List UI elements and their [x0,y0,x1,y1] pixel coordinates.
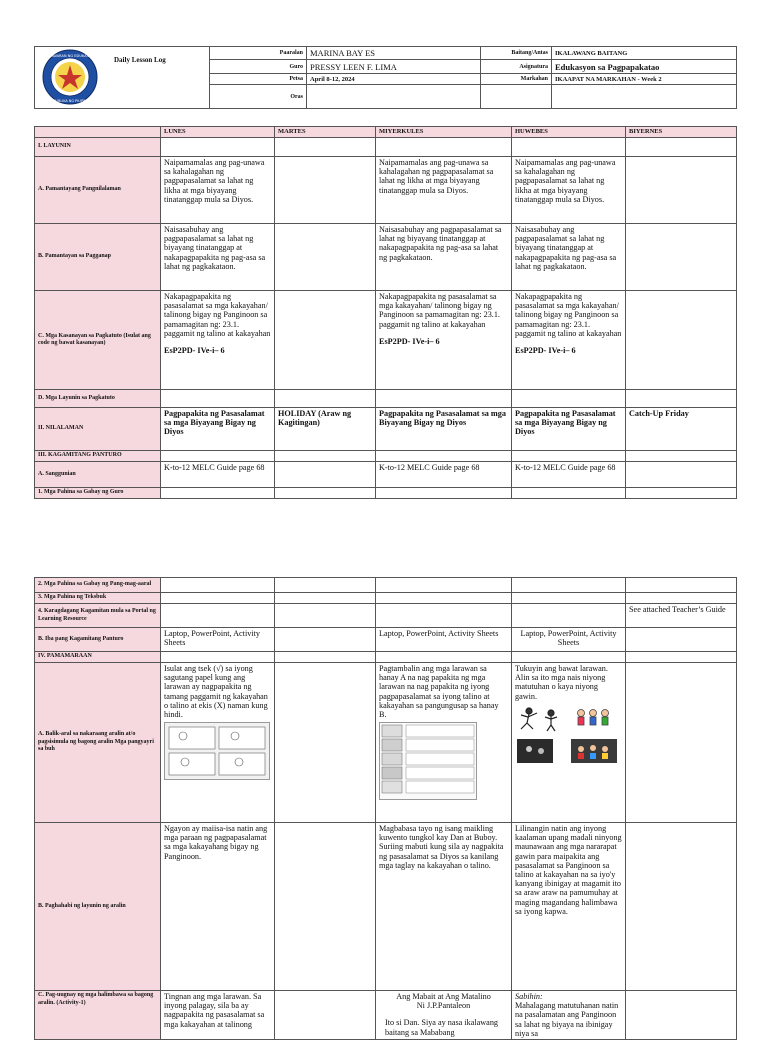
section-pamamaraan: IV. PAMAMARAAN [35,652,161,663]
paaralan-label: Paaralan [210,47,307,60]
day-lunes: LUNES [161,127,275,138]
asignatura-value: Edukasyon sa Pagpapakatao [552,60,737,74]
row-iba-pang [35,628,737,652]
cell-lunes: Naipamamalas ang pag-unawa sa kahalagahan ng pagpapasalamat sa lahat ng likha at mga biyayang tinatanggap mula sa Diyos. [161,157,275,224]
cell-huwebes [512,663,626,823]
balik-aral-text: Isulat ang tsek (√) sa iyong sagutang papel kung ang larawan ay nagpapakita ng tamang paggamit ng kakayahan o talino at ekis (X) naman kung hindi. [164,664,268,720]
sabihin-label: Sabihin: [515,992,543,1001]
cell-lunes [161,663,275,823]
row-karagdagang [35,604,737,628]
cell-miyerkules [376,991,512,1040]
cell-huwebes: Pagpapakita ng Pasasalamat sa mga Biyayang Bigay ng Diyos [512,408,626,451]
cell-lunes: Naisasabuhay ang pagpapasalamat sa lahat ng biyayang tinatanggap at nakapagpapakita ng pag-asa sa lahat ng pagkakataon. [161,224,275,291]
cell-lunes: Tingnan ang mga larawan. Sa inyong palagay, sila ba ay nagpapakita ng pasasalamat sa mga kakayahan at talinong [161,991,275,1040]
row-kasanayan [35,291,737,390]
svg-text:REPUBLIKA NG PILIPINAS: REPUBLIKA NG PILIPINAS [48,99,92,103]
label-paghahabi: B. Paghahabi ng layunin ng aralin [35,823,161,991]
guro-label: Guro [210,60,307,74]
kasanayan-text: Nakapagpapakita ng pasasalamat sa mga kakayahan/ talinong bigay ng Panginoon sa pamamagitan ng: 23.1. paggamit ng talino at kakayahan [379,292,500,329]
cell-huwebes: Naisasabuhay ang pagpapasalamat sa lahat ng biyayang tinatanggap at nakapagpapakita ng pag-asa sa lahat ng pagkakataon. [512,224,626,291]
cell-huwebes: Laptop, PowerPoint, Activity Sheets [512,628,626,652]
row-layunin-sa-pagkatuto [35,390,737,408]
cell-huwebes [512,291,626,390]
svg-text:KAGAWARAN NG EDUKASYON: KAGAWARAN NG EDUKASYON [43,54,97,58]
cell-huwebes: Naipamamalas ang pag-unawa sa kahalagahan ng pagpapasalamat sa lahat ng likha at mga biyayang tinatanggap mula sa Diyos. [512,157,626,224]
oras-label: Oras [210,85,307,109]
label-karagdagang: 4. Karagdagang Kagamitan mula sa Portal ng Learning Resource [35,604,161,628]
row-pamantayang-pangnilalaman [35,157,737,224]
label-layunin-sa-pagkatuto: D. Mga Layunin sa Pagkatuto [35,390,161,408]
day-huwebes: HUWEBES [512,127,626,138]
story-author: Ni J.P.Pantaleon [416,1001,471,1011]
cell-lunes: K-to-12 MELC Guide page 68 [161,462,275,488]
cell-lunes: Pagpapakita ng Pasasalamat sa mga Biyayang Bigay ng Diyos [161,408,275,451]
label-sanggunian: A. Sanggunian [35,462,161,488]
competency-code: EsP2PD- IVe-i– 6 [379,336,440,346]
section-nilalaman: II. NILALAMAN [35,408,161,451]
label-iba-pang: B. Iba pang Kagamitang Panturo [35,628,161,652]
baitang-value: IKALAWANG BAITANG [552,47,737,60]
cell-miyerkules [376,663,512,823]
guro-value: PRESSY LEEN F. LIMA [307,60,481,74]
petsa-value: April 8-12, 2024 [307,74,481,85]
label-pag-uugnay: C. Pag-uugnay ng mga halimbawa sa bagong aralin. (Activity-1) [35,991,161,1040]
label-pahina-teksbuk: 3. Mga Pahina ng Teksbuk [35,593,161,604]
label-pahina-guro: 1. Mga Pahina sa Gabay ng Guro [35,488,161,499]
row-balik-aral [35,663,737,823]
cell-miyerkules: Naipamamalas ang pag-unawa sa kahalagahan ng pagpapasalamat sa lahat ng likha at mga biyayang tinatanggap mula sa Diyos. [376,157,512,224]
competency-code: EsP2PD- IVe-i– 6 [164,346,225,356]
markahan-value: IKAAPAT NA MARKAHAN - Week 2 [552,74,737,85]
baitang-label: Baitang/Antas [481,47,552,60]
day-biyernes: BIYERNES [626,127,737,138]
section-layunin: I. LAYUNIN [35,138,161,157]
logo-cell [35,47,210,109]
matching-activity-image [379,722,477,800]
label-pamantayang-pangnilalaman: A. Pamantayang Pangnilalaman [35,157,161,224]
asignatura-label: Asignatura [481,60,552,74]
row-nilalaman [35,408,737,451]
section-kagamitan-row [35,451,737,462]
empty-cell [481,85,552,109]
competency-code: EsP2PD- IVe-i– 6 [515,346,576,356]
cell-miyerkules: Magbabasa tayo ng isang maikling kuwento tungkol kay Dan at Buboy. Suriing mabuti kung sila ay nagpakita ng pasasalamat sa Diyos sa kanilang mga taglay na kakayahan o talino. [376,823,512,991]
cell-lunes: Ngayon ay maiisa-isa natin ang mga paraan ng pagpapasalamat sa mga kakayahang bigay ng Panginoon. [161,823,275,991]
oras-value [307,85,481,109]
label-balik-aral: A. Balik-aral sa nakaraang aralin at/o pagsisimula ng bagong aralin Mga pangyayri sa buh [35,663,161,823]
row-sanggunian [35,462,737,488]
cell-lunes [161,291,275,390]
day-miyerkules: MIYERKULES [376,127,512,138]
cell-miyerkules [376,291,512,390]
label-kasanayan: C. Mga Kasanayan sa Pagkatuto (Isulat ang code ng bawat kasanayan) [35,291,161,390]
cell-miyerkules: K-to-12 MELC Guide page 68 [376,462,512,488]
cell-huwebes [512,991,626,1040]
cell-biyernes: Catch-Up Friday [626,408,737,451]
sabihin-text: Mahalagang matutuhanan natin na pasalamatan ang Panginoon sa lahat ng biyaya na ibinigay niya sa [515,1001,619,1038]
balik-aral-text: Tukuyin ang bawat larawan. Alin sa ito mga nais niyong matutuhan o kaya niyong gawin. [515,664,608,701]
worksheet-image [164,722,270,780]
balik-aral-text: Pagtambalin ang mga larawan sa hanay A na nag papakita ng mga larawan na nag papakita ng iyong pagpapasalamat sa iyong talino at kakayahan sa pangungusap sa hanay B. [379,664,499,720]
deped-seal-icon [42,49,98,105]
label-pahina-mag-aaral: 2. Mga Pahina sa Gabay ng Pang-mag-aaral [35,578,161,593]
row-pamantayan-sa-pagganap [35,224,737,291]
corner-cell [35,127,161,138]
day-martes: MARTES [275,127,376,138]
row-pahina-guro [35,488,737,499]
row-pahina-teksbuk [35,593,737,604]
document-title: Daily Lesson Log [114,56,166,64]
label-pamantayan-sa-pagganap: B. Pamantayan sa Pagganap [35,224,161,291]
cell-martes: HOLIDAY (Araw ng Kagitingan) [275,408,376,451]
cell-biyernes: See attached Teacher’s Guide [626,604,737,628]
day-header-row [35,127,737,138]
paaralan-value: MARINA BAY ES [307,47,481,60]
lesson-table-part2 [34,577,737,1040]
cell-huwebes: Lilinangin natin ang inyong kaalaman upang madali ninyong maunawaan ang mga nararapat gawin para maipakita ang pasasalamat sa Panginoon sa talino at kakayahan na sa iyo'y kanyang ibinigay at magamit ito sa araw araw na pamumuhay at maging magandang halimbawa sa iyong kapwa. [512,823,626,991]
row-paghahabi [35,823,737,991]
cell-miyerkules: Laptop, PowerPoint, Activity Sheets [376,628,512,652]
section-kagamitan: III. KAGAMITANG PANTURO [35,451,161,462]
header-table [34,46,737,109]
row-pag-uugnay [35,991,737,1040]
markahan-label: Markahan [481,74,552,85]
story-title: Ang Mabait at Ang Matalino [396,992,491,1001]
empty-cell [552,85,737,109]
row-pahina-mag-aaral [35,578,737,593]
kasanayan-text: Nakapagpapakita ng pasasalamat sa mga kakayahan/ talinong bigay ng Panginoon sa pamamagitan ng: 23.1. paggamit ng talino at kakayahan [515,292,622,338]
cell-lunes: Laptop, PowerPoint, Activity Sheets [161,628,275,652]
cell-miyerkules: Pagpapakita ng Pasasalamat sa mga Biyayang Bigay ng Diyos [376,408,512,451]
cell-miyerkules: Naisasabuhay ang pagpapasalamat sa lahat ng biyayang tinatanggap at nakapagpapakita ng pag-asa sa lahat ng pagkakataon. [376,224,512,291]
cell-huwebes: K-to-12 MELC Guide page 68 [512,462,626,488]
lesson-table-part1 [34,126,737,499]
story-text: Ito si Dan. Siya ay nasa ikalawang baitang sa Mababang [385,1018,499,1037]
kasanayan-text: Nakapagpapakita ng pasasalamat sa mga kakayahan/ talinong bigay ng Panginoon sa pamamagitan ng: 23.1. paggamit ng talino at kakayahan [164,292,271,338]
activity-images [515,705,619,765]
petsa-label: Petsa [210,74,307,85]
section-layunin-row [35,138,737,157]
section-pamamaraan-row [35,652,737,663]
